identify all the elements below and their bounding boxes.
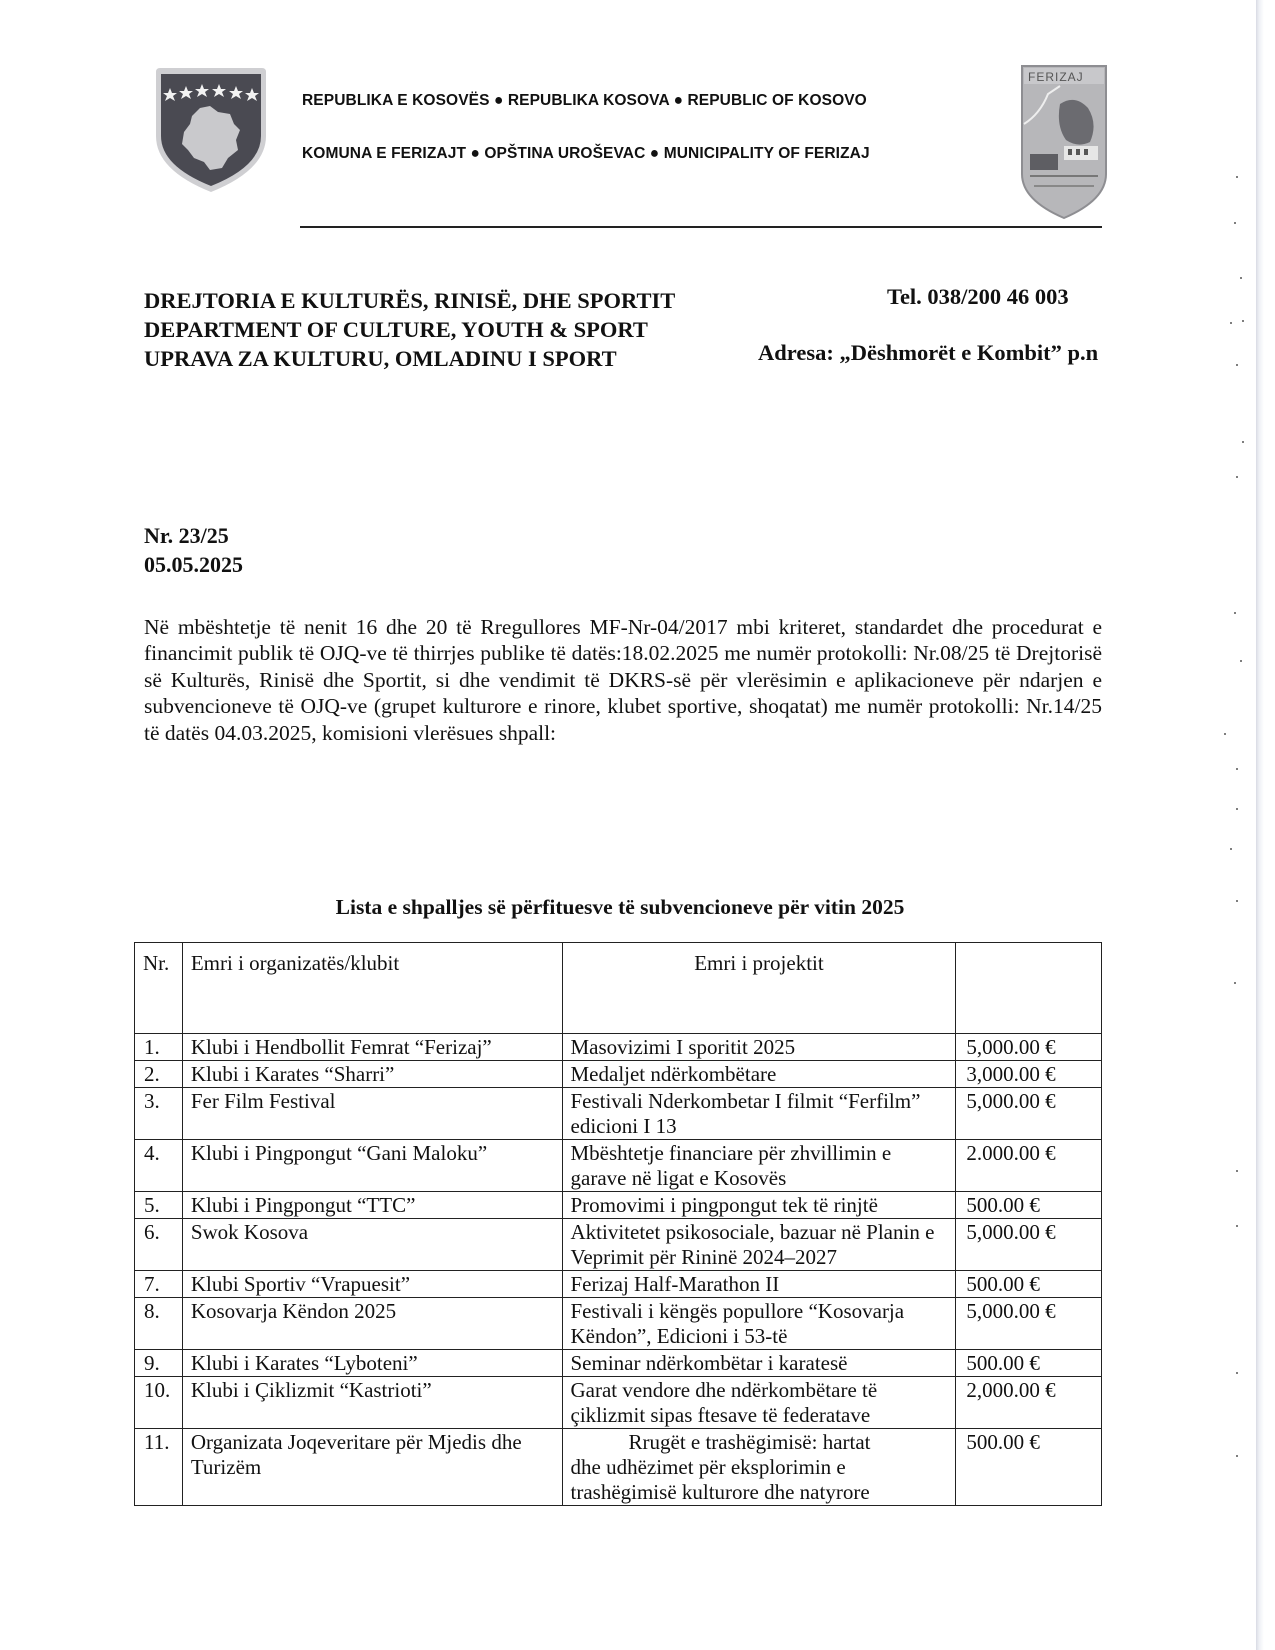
row-project-first-line: Rrugët e trashëgimisë: hartat [628, 1430, 871, 1454]
row-amount: 5,000.00 € [956, 1088, 1102, 1140]
row-project: Medaljet ndërkombëtare [562, 1061, 956, 1088]
row-organization: Organizata Joqeveritare për Mjedis dhe Turizëm [182, 1429, 562, 1506]
letterhead-divider [300, 226, 1102, 228]
table-row [135, 1298, 1102, 1350]
department-address: Adresa: „Dëshmorët e Kombit” p.n [758, 340, 1099, 365]
table-row [135, 1377, 1102, 1429]
row-nr: 9. [135, 1350, 183, 1377]
row-amount: 500.00 € [956, 1350, 1102, 1377]
scan-speck [1236, 1372, 1238, 1374]
row-organization: Klubi i Karates “Lyboteni” [182, 1350, 562, 1377]
row-project: Garat vendore dhe ndërkombëtare të çiklizmit sipas ftesave të federatave [562, 1377, 956, 1429]
scan-speck [1236, 364, 1238, 366]
row-amount: 500.00 € [956, 1271, 1102, 1298]
letterhead-municipality-line: KOMUNA E FERIZAJT ● OPŠTINA UROŠEVAC ● MUNICIPALITY OF FERIZAJ [302, 145, 870, 162]
table-row [135, 1429, 1102, 1506]
row-nr: 10. [135, 1377, 183, 1429]
row-amount: 500.00 € [956, 1429, 1102, 1506]
row-organization: Klubi i Pingpongut “Gani Maloku” [182, 1140, 562, 1192]
scan-speck [1240, 277, 1242, 279]
row-project: Ferizaj Half-Marathon II [562, 1271, 956, 1298]
table-row [135, 1140, 1102, 1192]
scan-speck [1224, 733, 1226, 735]
row-project: Festivali Nderkombetar I filmit “Ferfilm” edicioni I 13 [562, 1088, 956, 1140]
reference-number: Nr. 23/25 [144, 523, 229, 548]
list-title: Lista e shpalljes së përfituesve të subvencioneve për vitin 2025 [335, 894, 905, 919]
row-organization: Kosovarja Këndon 2025 [182, 1298, 562, 1350]
scan-speck [1234, 982, 1236, 984]
scan-speck [1240, 660, 1242, 662]
row-organization: Klubi i Pingpongut “TTC” [182, 1192, 562, 1219]
scan-speck [1234, 222, 1236, 224]
row-nr: 7. [135, 1271, 183, 1298]
row-project: Mbështetje financiare për zhvillimin e garave në ligat e Kosovës [562, 1140, 956, 1192]
row-amount: 2.000.00 € [956, 1140, 1102, 1192]
table-row [135, 1034, 1102, 1061]
document-reference [144, 521, 243, 579]
row-nr: 11. [135, 1429, 183, 1506]
table-header-row [135, 943, 1102, 1034]
header-nr: Nr. [135, 943, 183, 1034]
scan-speck [1236, 176, 1238, 178]
row-project: Aktivitetet psikosociale, bazuar në Planin e Veprimit për Rininë 2024–2027 [562, 1219, 956, 1271]
header-organization: Emri i organizatës/klubit [182, 943, 562, 1034]
row-project [562, 1429, 956, 1506]
row-nr: 1. [135, 1034, 183, 1061]
row-project: Promovimi i pingpongut tek të rinjtë [562, 1192, 956, 1219]
row-project: Masovizimi I sporitit 2025 [562, 1034, 956, 1061]
row-nr: 5. [135, 1192, 183, 1219]
kosovo-coat-of-arms-icon [152, 66, 270, 194]
scan-speck [1236, 808, 1238, 810]
row-amount: 3,000.00 € [956, 1061, 1102, 1088]
intro-paragraph: Në mbështetje të nenit 16 dhe 20 të Rregullores MF-Nr-04/2017 mbi kriteret, standardet dhe procedurat e financimit publik të OJQ-ve të thirrjes publike të datës:18.02.2025 me numër protokolli: Nr.08/25 të Drejtorisë së Kulturës, Rinisë dhe Sportit, si dhe vendimit të DKRS-së për vlerësimin e aplikacioneve për ndarjen e subvencioneve të OJQ-ve (grupet kulturore e rinore, klubet sportive, shoqatat) me numër protokolli: Nr.14/25 të datës 04.03.2025, komisioni vlerësues shpall: [144, 614, 1102, 745]
row-amount: 5,000.00 € [956, 1219, 1102, 1271]
table-row [135, 1219, 1102, 1271]
row-nr: 2. [135, 1061, 183, 1088]
row-nr: 8. [135, 1298, 183, 1350]
reference-date: 05.05.2025 [144, 552, 243, 577]
letterhead-republic-line: REPUBLIKA E KOSOVËS ● REPUBLIKA KOSOVA ● REPUBLIC OF KOSOVO [302, 92, 867, 109]
scan-speck [1230, 322, 1232, 324]
scan-speck [1236, 1455, 1238, 1457]
row-organization: Swok Kosova [182, 1219, 562, 1271]
beneficiaries-table [134, 942, 1102, 1506]
row-amount: 5,000.00 € [956, 1034, 1102, 1061]
table-row [135, 1271, 1102, 1298]
scan-speck [1234, 612, 1236, 614]
scan-speck [1236, 1225, 1238, 1227]
scan-speck [1236, 476, 1238, 478]
department-name-serbian: UPRAVA ZA KULTURU, OMLADINU I SPORT [144, 346, 617, 371]
row-nr: 4. [135, 1140, 183, 1192]
table-row [135, 1350, 1102, 1377]
header-project: Emri i projektit [562, 943, 956, 1034]
row-organization: Klubi i Karates “Sharri” [182, 1061, 562, 1088]
header-amount [956, 943, 1102, 1034]
ferizaj-coat-of-arms-icon [1020, 64, 1108, 220]
ferizaj-emblem-label: FERIZAJ [1028, 70, 1084, 84]
table-row [135, 1088, 1102, 1140]
table-row [135, 1061, 1102, 1088]
row-organization: Fer Film Festival [182, 1088, 562, 1140]
department-names [144, 286, 675, 373]
scan-speck [1236, 768, 1238, 770]
row-amount: 5,000.00 € [956, 1298, 1102, 1350]
row-organization: Klubi Sportiv “Vrapuesit” [182, 1271, 562, 1298]
scan-speck [1242, 441, 1244, 443]
table-row [135, 1192, 1102, 1219]
row-organization: Klubi i Çiklizmit “Kastrioti” [182, 1377, 562, 1429]
department-name-english: DEPARTMENT OF CULTURE, YOUTH & SPORT [144, 317, 648, 342]
row-project: Seminar ndërkombëtar i karatesë [562, 1350, 956, 1377]
row-amount: 2,000.00 € [956, 1377, 1102, 1429]
row-amount: 500.00 € [956, 1192, 1102, 1219]
scan-speck [1230, 848, 1232, 850]
row-nr: 6. [135, 1219, 183, 1271]
scan-speck [1236, 1170, 1238, 1172]
row-project-rest: dhe udhëzimet për eksplorimin e trashëgimisë kulturore dhe natyrore [570, 1455, 870, 1504]
scan-speck [1242, 320, 1244, 322]
department-name-albanian: DREJTORIA E KULTURËS, RINISË, DHE SPORTIT [144, 288, 676, 313]
department-phone: Tel. 038/200 46 003 [887, 284, 1069, 309]
row-project: Festivali i këngës popullore “Kosovarja Këndon”, Edicioni i 53-të [562, 1298, 956, 1350]
scan-page-edge [1256, 0, 1275, 1650]
row-organization: Klubi i Hendbollit Femrat “Ferizaj” [182, 1034, 562, 1061]
row-nr: 3. [135, 1088, 183, 1140]
